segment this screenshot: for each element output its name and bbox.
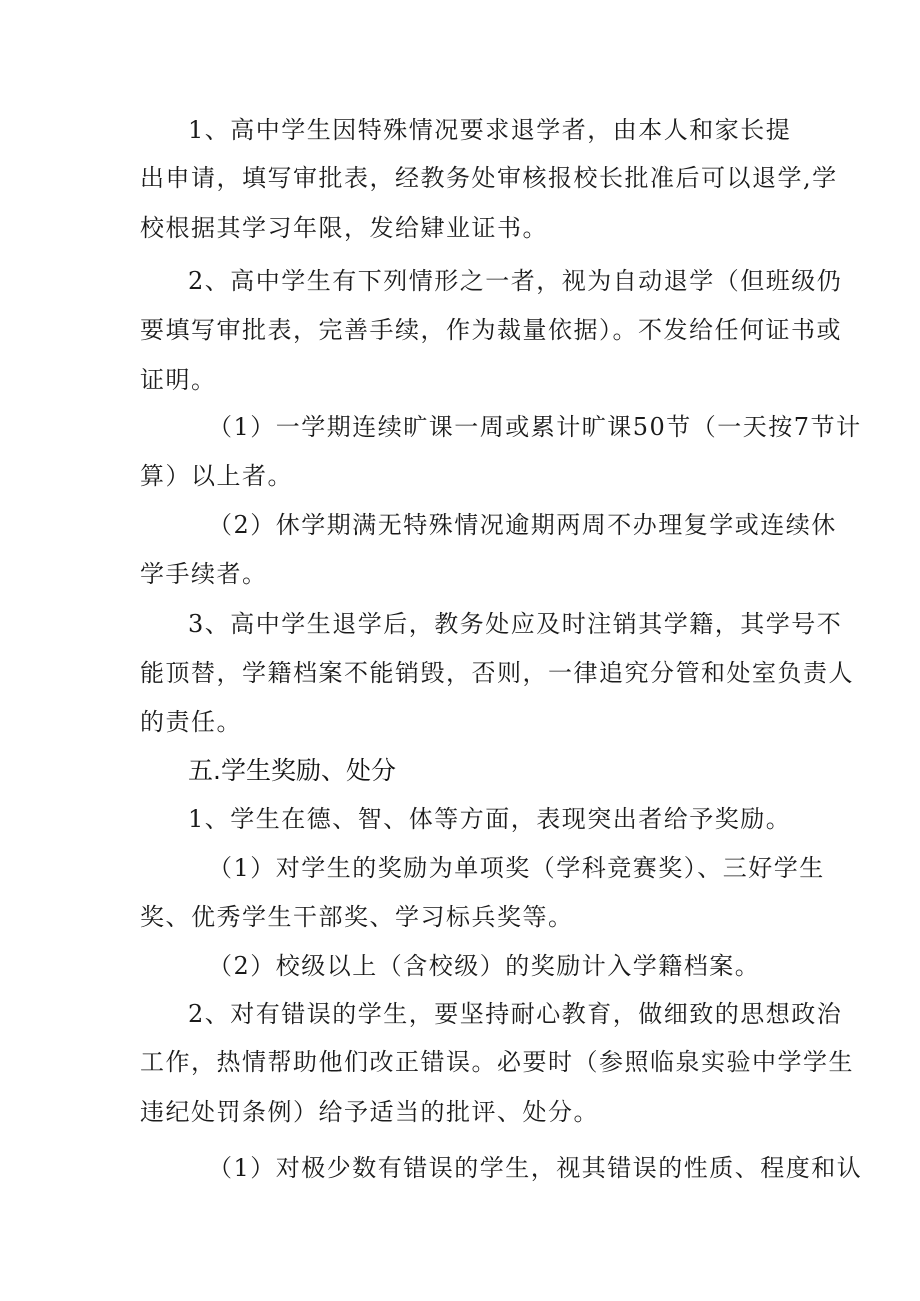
paragraph-line: 违纪处罚条例）给予适当的批评、处分。 [140, 1098, 599, 1126]
paragraph-line: 的责任。 [140, 708, 242, 736]
paragraph-line: （2）校级以上（含校级）的奖励计入学籍档案。 [208, 952, 761, 980]
section-heading: 五.学生奖励、处分 [188, 756, 396, 785]
paragraph-line: 学手续者。 [140, 560, 268, 588]
paragraph-line: （2）休学期满无特殊情况逾期两周不办理复学或连续休 [208, 511, 837, 539]
paragraph-line: 3、高中学生退学后，教务处应及时注销其学籍，其学号不 [188, 610, 843, 638]
paragraph-line: 工作，热情帮助他们改正错误。必要时（参照临泉实验中学学生 [140, 1048, 854, 1076]
paragraph-line: 算）以上者。 [140, 462, 293, 490]
paragraph-line: 2、对有错误的学生，要坚持耐心教育，做细致的思想政治 [188, 1000, 843, 1028]
paragraph-line: （1）对学生的奖励为单项奖（学科竞赛奖）、三好学生 [208, 854, 825, 882]
paragraph-line: 能顶替，学籍档案不能销毁，否则，一律追究分管和处室负责人 [140, 659, 854, 687]
paragraph-line: 证明。 [140, 366, 217, 394]
paragraph-line: 校根据其学习年限，发给肄业证书。 [140, 214, 548, 242]
paragraph-line: （1）对极少数有错误的学生，视其错误的性质、程度和认 [208, 1154, 863, 1182]
paragraph-line: 1、学生在德、智、体等方面，表现突出者给予奖励。 [188, 805, 792, 833]
paragraph-line: 2、高中学生有下列情形之一者，视为自动退学（但班级仍 [188, 267, 843, 295]
paragraph-line: 1、高中学生因特殊情况要求退学者，由本人和家长提 [188, 116, 792, 144]
paragraph-line: 奖、优秀学生干部奖、学习标兵奖等。 [140, 903, 574, 931]
paragraph-line: 要填写审批表，完善手续，作为裁量依据）。不发给任何证书或 [140, 316, 842, 344]
paragraph-line: 出申请，填写审批表，经教务处审核报校长批准后可以退学,学 [140, 164, 838, 192]
paragraph-line: （1）一学期连续旷课一周或累计旷课50节（一天按7节计 [208, 413, 862, 441]
